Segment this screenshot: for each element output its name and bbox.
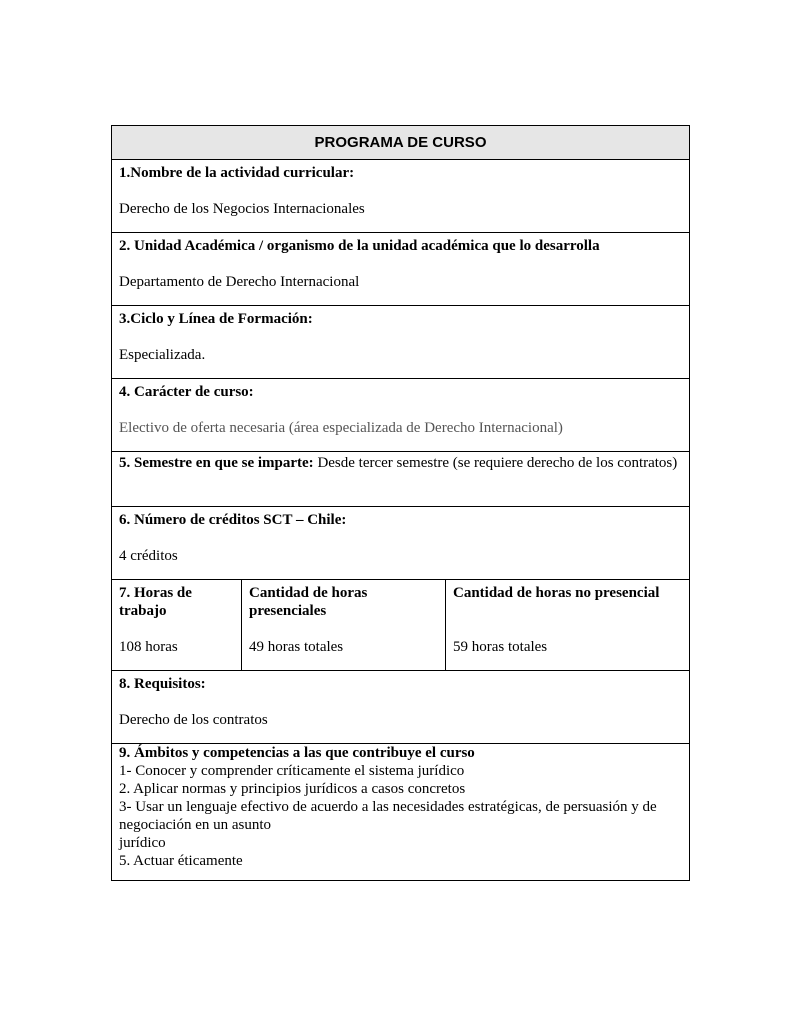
section-semestre-value: Desde tercer semestre (se requiere derecho de los contratos) [317, 455, 678, 471]
section-ambitos [112, 744, 690, 881]
hours-trabajo-value: 108 horas [119, 639, 178, 655]
section-unidad-value: Departamento de Derecho Internacional [119, 274, 360, 290]
section-ciclo-label: 3.Ciclo y Línea de Formación: [119, 311, 313, 327]
competency-item: 1- Conocer y comprender críticamente el sistema jurídico [119, 763, 465, 779]
section-requisitos [112, 671, 690, 744]
section-semestre-label: 5. Semestre en que se imparte: [119, 455, 314, 471]
section-creditos-value: 4 créditos [119, 548, 178, 564]
hours-no-presencial-label: Cantidad de horas no presencial [453, 585, 660, 601]
competency-item: jurídico [119, 835, 166, 851]
table-title: PROGRAMA DE CURSO [112, 126, 690, 160]
section-semestre [112, 452, 690, 507]
section-nombre-value: Derecho de los Negocios Internacionales [119, 201, 365, 217]
section-caracter [112, 379, 690, 452]
section-ciclo-value: Especializada. [119, 347, 206, 363]
section-ciclo [112, 306, 690, 379]
competency-item: 5. Actuar éticamente [119, 853, 243, 869]
hours-no-presencial-cell [446, 580, 690, 671]
section-requisitos-label: 8. Requisitos: [119, 676, 206, 692]
section-unidad-label: 2. Unidad Académica / organismo de la unidad académica que lo desarrolla [119, 238, 600, 254]
section-caracter-label: 4. Carácter de curso: [119, 384, 254, 400]
section-requisitos-value: Derecho de los contratos [119, 712, 268, 728]
competency-item: 2. Aplicar normas y principios jurídicos a casos concretos [119, 781, 466, 797]
hours-no-presencial-value: 59 horas totales [453, 639, 548, 655]
section-creditos [112, 507, 690, 580]
course-program-table [111, 125, 690, 881]
competency-item: 3- Usar un lenguaje efectivo de acuerdo a las necesidades estratégicas, de persuasión y de negociación en un asunto [119, 799, 657, 833]
section-nombre-label: 1.Nombre de la actividad curricular: [119, 165, 355, 181]
section-nombre [112, 160, 690, 233]
section-caracter-value: Electivo de oferta necesaria (área especializada de Derecho Internacional) [119, 420, 563, 436]
hours-trabajo-label: 7. Horas de trabajo [119, 585, 192, 619]
section-unidad [112, 233, 690, 306]
hours-presenciales-value: 49 horas totales [249, 639, 344, 655]
hours-presenciales-cell [242, 580, 446, 671]
section-ambitos-label: 9. Ámbitos y competencias a las que contribuye el curso [119, 745, 475, 761]
section-creditos-label: 6. Número de créditos SCT – Chile: [119, 512, 347, 528]
hours-trabajo-cell [112, 580, 242, 671]
hours-presenciales-label: Cantidad de horas presenciales [249, 585, 368, 619]
